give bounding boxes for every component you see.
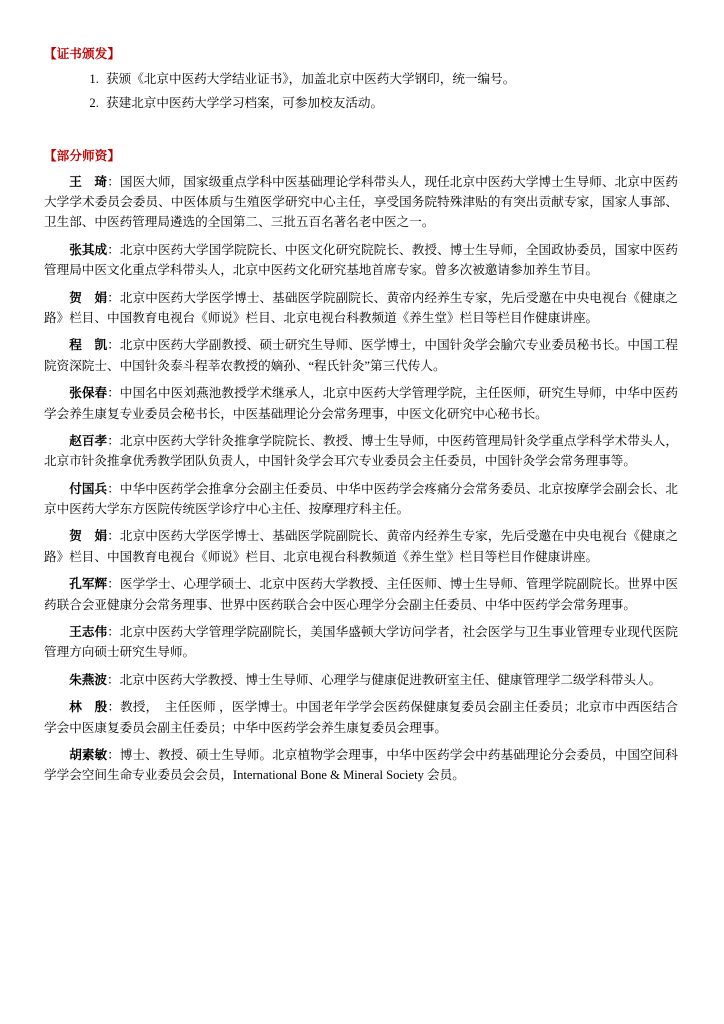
faculty-description: ：北京中医药大学管理学院副院长，美国华盛顿大学访问学者，社会医学与卫生事业管理专业现代医院管理方向硕士研究生导师。	[44, 625, 679, 660]
faculty-bio	[44, 383, 678, 424]
faculty-name: 程 凯	[69, 338, 108, 353]
faculty-name: 王 琦	[69, 174, 108, 189]
faculty-name: 赵百孝	[69, 433, 108, 448]
section-heading-faculty: 【部分师资】	[44, 148, 121, 163]
faculty-name: 林 殷	[69, 700, 108, 715]
faculty-description: ：教授， 主任医师 ，医学博士。中国老年学学会医药保健康复委员会副主任委员；北京市中西医结合学会中医康复委员会副主任委员；中华中医药学会养生康复委员会理事。	[44, 700, 678, 735]
faculty-description: ：医学学士、心理学硕士、北京中医药大学教授、主任医师、博士生导师、管理学院副院长。世界中医药联合会亚健康分会常务理事、世界中医药联合会中医心理学分会副主任委员、中华中医药学会常务理事。	[44, 577, 679, 612]
faculty-bio	[44, 697, 678, 738]
faculty-name: 贺 娟	[69, 290, 108, 305]
faculty-description: ：北京中医药大学副教授、硕士研究生导师、医学博士，中国针灸学会腧穴专业委员秘书长。中国工程院资深院士、中国针灸泰斗程莘农教授的嫡孙、“程氏针灸”第三代传人。	[44, 338, 679, 373]
faculty-name: 胡素敏	[69, 747, 108, 762]
faculty-description: ：中华中医药学会推拿分会副主任委员、中华中医药学会疼痛分会常务委员、北京按摩学会副会长、北京中医药大学东方医院传统医学诊疗中心主任、按摩理疗科主任。	[44, 481, 679, 517]
faculty-name: 张保春	[69, 386, 108, 401]
faculty-bio	[44, 670, 678, 690]
faculty-bio	[44, 172, 678, 233]
faculty-name: 付国兵	[69, 481, 108, 496]
faculty-name: 贺 娟	[69, 529, 108, 544]
section-heading-certificate: 【证书颁发】	[44, 47, 121, 61]
faculty-bio	[44, 335, 678, 376]
faculty-description: ：国医大师，国家级重点学科中医基础理论学科带头人，现任北京中医药大学博士生导师、北京中医药大学学术委员会委员、中医体质与生殖医学研究中心主任，享受国务院特殊津贴的有突出贡献专家，国家人事部、卫生部、中医药管理局遴选的全国第二、三批五百名著名老中医之一。	[44, 174, 679, 230]
faculty-bio	[44, 479, 678, 520]
faculty-bio	[44, 526, 678, 567]
faculty-bio-list	[44, 172, 678, 786]
faculty-description: ：北京中医药大学教授、博士生导师、心理学与健康促进教研室主任、健康管理学二级学科带头人。	[106, 672, 662, 687]
certificate-list	[44, 68, 678, 116]
faculty-bio	[44, 288, 678, 329]
faculty-bio	[44, 622, 678, 663]
faculty-description: ：博士、教授、硕士生导师。北京植物学会理事，中华中医药学会中药基础理论分会委员，中国空间科学学会空间生命专业委员会会员，International Bone & Mineral Society 会员。	[44, 747, 679, 783]
list-item: 2. 获建北京中医药大学学习档案，可参加校友活动。	[102, 92, 678, 115]
faculty-name: 王志伟	[69, 625, 108, 640]
faculty-name: 张其成	[69, 242, 108, 257]
faculty-description: ：北京中医药大学医学博士、基础医学院副院长、黄帝内经养生专家，先后受邀在中央电视台《健康之路》栏目、中国教育电视台《师说》栏目、北京电视台科教频道《养生堂》栏目等栏目作健康讲座。	[44, 529, 679, 564]
faculty-description: ：北京中医药大学针灸推拿学院院长、教授、博士生导师，中医药管理局针灸学重点学科学术带头人，北京市针灸推拿优秀教学团队负责人，中国针灸学会耳穴专业委员会主任委员，中国针灸学会常务理事等。	[44, 433, 679, 469]
faculty-description: ：中国名中医刘燕池教授学术继承人，北京中医药大学管理学院，主任医师，研究生导师，中华中医药学会养生康复专业委员会秘书长，中医基础理论分会常务理事，中医文化研究中心秘书长。	[44, 386, 679, 421]
faculty-bio	[44, 745, 678, 786]
faculty-bio	[44, 240, 678, 281]
list-item: 1. 获颁《北京中医药大学结业证书》，加盖北京中医药大学钢印，统一编号。	[102, 68, 678, 91]
faculty-name: 孔军辉	[69, 577, 108, 592]
faculty-bio	[44, 574, 678, 615]
faculty-description: ：北京中医药大学医学博士、基础医学院副院长、黄帝内经养生专家，先后受邀在中央电视台《健康之路》栏目、中国教育电视台《师说》栏目、北京电视台科教频道《养生堂》栏目等栏目作健康讲座。	[44, 290, 679, 325]
faculty-bio	[44, 431, 678, 472]
faculty-description: ：北京中医药大学国学院院长、中医文化研究院院长、教授、博士生导师，全国政协委员，国家中医药管理局中医文化重点学科带头人，北京中医药文化研究基地首席专家。曾多次被邀请参加养生节目。	[44, 242, 679, 278]
faculty-name: 朱燕波	[69, 672, 107, 687]
